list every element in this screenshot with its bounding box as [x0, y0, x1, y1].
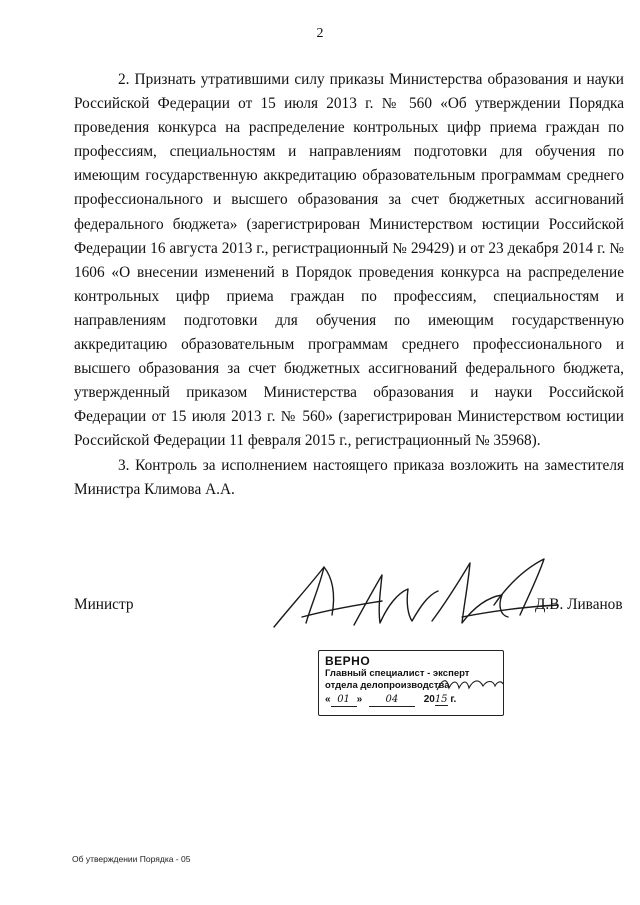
- stamp-position: Главный специалист - эксперт: [325, 668, 470, 679]
- paragraph-3: 3. Контроль за исполнением настоящего приказа возложить на заместителя Министра Климова А.А.: [74, 456, 624, 498]
- page-number: 2: [316, 26, 324, 41]
- signatory-name: Д.В. Ливанов: [535, 596, 623, 613]
- document-body: [74, 68, 624, 502]
- stamp-title: ВЕРНО: [325, 654, 371, 668]
- handwritten-signature: [262, 545, 562, 635]
- stamp-day: 01: [331, 693, 357, 707]
- stamp-date-close-quote: »: [356, 694, 363, 705]
- stamp-signature: [435, 674, 505, 694]
- footer-reference: Об утверждении Порядка - 05: [72, 854, 191, 864]
- signatory-title: Министр: [74, 596, 134, 613]
- stamp-date: [325, 693, 497, 707]
- stamp-date-open-quote: «: [325, 694, 331, 705]
- stamp-year-end: г.: [450, 694, 457, 705]
- paragraph-2: 2. Признать утратившими силу приказы Министерства образования и науки Российской Федерации от 15 июля 2013 г. № 560 «Об утверждении Порядка проведения конкурса на распределение контрольных цифр приема граждан по профессиям, специальностям и направлениям подготовки для обучения по имеющим государственную аккредитацию образовательным программам среднего профессионального и высшего образования за счет бюджетных ассигнований федерального бюджета» (зарегистрирован Министерством юстиции Российской Федерации 16 августа 2013 г., регистрационный № 29429) и от 23 декабря 2014 г. № 1606 «О внесении изменений в Порядок проведения конкурса на распределение контрольных цифр приема граждан по профессиям, специальностям и направлениям подготовки для обучения по имеющим государственную аккредитацию образовательным программам среднего профессионального и высшего образования за счет бюджетных ассигнований федерального бюджета, утвержденный приказом Министерства образования и науки Российской Федерации от 15 июля 2013 г. № 560» (зарегистрирован Министерством юстиции Российской Федерации 11 февраля 2015 г., регистрационный № 35968).: [74, 71, 624, 450]
- stamp-department: отдела делопроизводства: [325, 680, 450, 691]
- certification-stamp: [318, 650, 504, 716]
- stamp-month: 04: [369, 693, 415, 707]
- stamp-year-suffix: 15: [434, 694, 448, 705]
- stamp-year-prefix: 20: [423, 694, 435, 705]
